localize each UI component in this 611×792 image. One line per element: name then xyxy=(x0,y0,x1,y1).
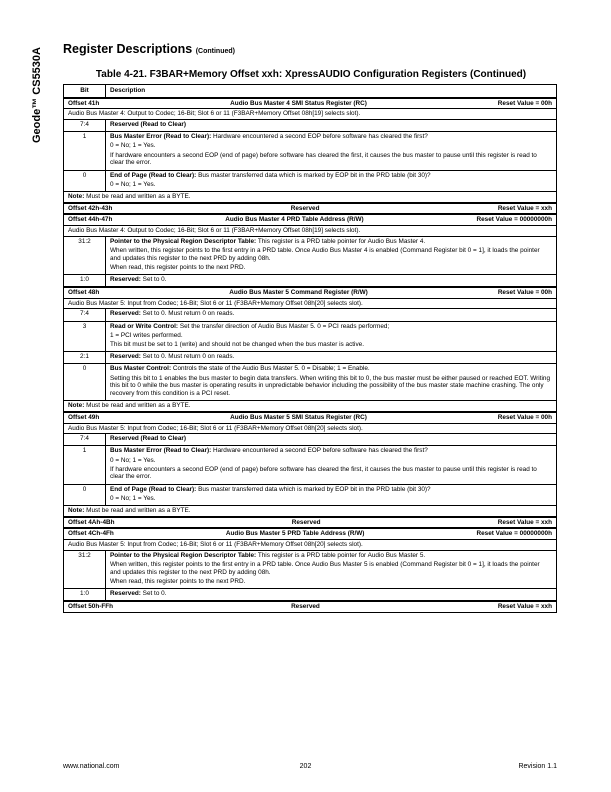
bit-field-row xyxy=(64,550,557,588)
register-name: Audio Bus Master 5 SMI Status Register (RC) xyxy=(230,413,367,421)
bit-detail: If hardware encounters a second EOP (end of page) before software has cleared the first, it causes the bus master to pause until this register is read to clear the error. xyxy=(110,151,537,167)
bit-field-name: Read or Write Control: xyxy=(110,322,179,330)
bit-range: 1 xyxy=(64,132,106,170)
bit-detail: When read, this register points to the next PRD. xyxy=(110,263,246,271)
offset-address: Offset 42h-43h xyxy=(68,204,113,212)
bit-range: 0 xyxy=(64,484,106,505)
bit-field-text: Set the transfer direction of Audio Bus Master 5. 0 = PCI reads performed; xyxy=(178,322,390,330)
reset-value: Reset Value = 00h xyxy=(497,99,552,107)
bit-summary xyxy=(110,486,552,494)
bit-summary xyxy=(110,435,552,443)
bit-field-row xyxy=(64,120,557,132)
bit-field-text: Controls the state of the Audio Bus Master 5. 0 = Disable; 1 = Enable. xyxy=(171,365,370,373)
offset-line xyxy=(68,205,552,213)
bit-description xyxy=(106,132,557,170)
bit-field-name: Reserved: xyxy=(110,275,141,283)
byte-note xyxy=(64,506,557,517)
bit-field-name: Bus Master Error (Read to Clear): xyxy=(110,133,212,141)
bit-field-name: Reserved (Read to Clear) xyxy=(110,121,187,129)
offset-address: Offset 50h-FFh xyxy=(68,603,114,611)
offset-cell xyxy=(64,601,557,612)
bit-summary xyxy=(110,447,552,455)
bit-field-row xyxy=(64,170,557,191)
reset-value: Reset Value = xxh xyxy=(497,518,552,526)
bit-field-text: Bus master transferred data which is marked by EOP bit in the PRD table (bit 30)? xyxy=(196,485,431,493)
register-name: Audio Bus Master 5 PRD Table Address (R/W) xyxy=(225,530,365,538)
bit-detail: 1 = PCI writes performed. xyxy=(110,331,183,339)
bit-description xyxy=(106,309,557,321)
bit-range: 2:1 xyxy=(64,352,106,364)
register-note-row xyxy=(64,109,557,120)
offset-line xyxy=(68,289,552,297)
byte-note-row xyxy=(64,401,557,412)
register-note-row xyxy=(64,298,557,309)
note-text: Must be read and written as a BYTE. xyxy=(84,507,191,514)
bit-summary xyxy=(110,276,552,284)
bit-field-name: Reserved (Read to Clear) xyxy=(110,435,187,443)
register-name: Audio Bus Master 5 Command Register (R/W) xyxy=(229,289,368,297)
bit-detail: 0 = No; 1 = Yes. xyxy=(110,142,156,150)
bit-field-name: Pointer to the Physical Region Descriptor Table: xyxy=(110,551,257,559)
byte-note xyxy=(64,401,557,412)
bit-field-row xyxy=(64,446,557,484)
register-name: Reserved xyxy=(291,603,320,611)
note-label: Note: xyxy=(68,402,85,410)
section-suffix: (Continued) xyxy=(195,48,235,55)
offset-row xyxy=(64,203,557,215)
offset-row xyxy=(64,214,557,225)
bit-field-row xyxy=(64,132,557,170)
bit-field-name: Bus Master Control: xyxy=(110,365,172,373)
bit-field-name: Reserved: xyxy=(110,353,141,361)
offset-row xyxy=(64,287,557,298)
offset-line xyxy=(68,530,552,538)
offset-address: Offset 4Ch-4Fh xyxy=(68,530,114,538)
bit-field-text: Hardware encountered a second EOP before software has cleared the first? xyxy=(211,447,428,455)
byte-note-row xyxy=(64,191,557,202)
offset-cell xyxy=(64,528,557,539)
bit-summary xyxy=(110,365,552,373)
bit-description xyxy=(106,321,557,352)
register-table xyxy=(63,84,557,613)
bit-field-row xyxy=(64,352,557,364)
bit-field-text: Set to 0. Must return 0 on reads. xyxy=(140,353,235,361)
offset-cell xyxy=(64,287,557,298)
bit-description xyxy=(106,550,557,588)
reset-value: Reset Value = 00000000h xyxy=(476,216,552,224)
bit-summary xyxy=(110,353,552,361)
bit-summary xyxy=(110,552,552,560)
bit-range: 1 xyxy=(64,446,106,484)
register-name: Audio Bus Master 4 PRD Table Address (R/W) xyxy=(225,216,364,224)
bit-summary xyxy=(110,590,552,598)
offset-line xyxy=(68,603,552,611)
footer-revision: Revision 1.1 xyxy=(518,763,557,770)
bit-field-name: Bus Master Error (Read to Clear): xyxy=(110,447,212,455)
footer-url: www.national.com xyxy=(63,763,120,770)
bit-field-row xyxy=(64,321,557,352)
note-label: Note: xyxy=(68,192,85,200)
bit-range: 1:0 xyxy=(64,274,106,287)
bit-range: 7:4 xyxy=(64,120,106,132)
bit-field-text: Bus master transferred data which is marked by EOP bit in the PRD table (bit 30)? xyxy=(196,171,431,179)
bit-range: 31:2 xyxy=(64,550,106,588)
register-note-row xyxy=(64,423,557,434)
bit-field-text: Set to 0. xyxy=(140,275,167,283)
bit-description xyxy=(106,446,557,484)
bit-summary xyxy=(110,133,552,141)
offset-cell xyxy=(64,203,557,215)
bit-range: 0 xyxy=(64,364,106,401)
byte-note xyxy=(64,191,557,202)
reset-value: Reset Value = 00h xyxy=(497,413,552,421)
bit-field-text: Set to 0. xyxy=(140,590,167,597)
bit-summary xyxy=(110,172,552,180)
page-number: 202 xyxy=(299,763,312,770)
bit-description xyxy=(106,170,557,191)
bit-field-name: Pointer to the Physical Region Descriptor Table: xyxy=(110,237,257,245)
offset-cell xyxy=(64,214,557,225)
header-bit: Bit xyxy=(64,85,106,98)
reset-value: Reset Value = xxh xyxy=(497,204,552,212)
bit-field-row xyxy=(64,434,557,446)
bit-description xyxy=(106,364,557,401)
bit-detail: Setting this bit to 1 enables the bus master to begin data transfers. When writing this bit to 0, the bus master must be either paused or reached EOT. Writing this bit to 0 while the bus master is operating results in unpredictable behavior including the possibility of the bus master state machine crashing. The only recovery from this condition is a PCI reset. xyxy=(110,374,550,397)
bit-description xyxy=(106,484,557,505)
bit-field-row xyxy=(64,309,557,321)
register-name: Reserved xyxy=(291,518,321,526)
bit-field-row xyxy=(64,484,557,505)
reset-value: Reset Value = xxh xyxy=(497,603,552,611)
offset-address: Offset 44h-47h xyxy=(68,216,113,224)
offset-cell xyxy=(64,98,557,109)
offset-line xyxy=(68,100,552,108)
note-label: Note: xyxy=(68,507,85,514)
bit-detail: When written, this register points to the first entry in a PRD table. Once Audio Bus Master 4 is enabled (Command Register bit 0 = 1], it loads the pointer and updates this register to the next PRD by adding 08h. xyxy=(110,246,540,262)
table-caption: Table 4-21. F3BAR+Memory Offset xxh: XpressAUDIO Configuration Registers (Continued) xyxy=(95,69,527,80)
bit-summary xyxy=(110,238,552,246)
bit-detail: 0 = No; 1 = Yes. xyxy=(110,456,156,464)
bit-field-name: Reserved: xyxy=(110,310,141,318)
bit-field-text: Set to 0. Must return 0 on reads. xyxy=(140,310,235,318)
offset-row xyxy=(64,601,557,612)
bit-summary xyxy=(110,310,552,318)
bit-range: 31:2 xyxy=(64,236,106,274)
bit-range: 7:4 xyxy=(64,434,106,446)
register-note-row xyxy=(64,540,557,551)
bit-description xyxy=(106,274,557,287)
bit-range: 3 xyxy=(64,321,106,352)
bit-field-row xyxy=(64,364,557,401)
offset-line xyxy=(68,414,552,422)
bit-field-row xyxy=(64,589,557,602)
offset-row xyxy=(64,528,557,539)
reset-value: Reset Value = 00h xyxy=(497,289,552,297)
register-note: Audio Bus Master 4: Output to Codec; 16-Bit; Slot 6 or 11 (F3BAR+Memory Offset 08h[19] selects slot). xyxy=(64,109,557,120)
offset-row xyxy=(64,412,557,423)
bit-field-text: Hardware encountered a second EOP before software has cleared the first? xyxy=(211,133,428,141)
bit-description xyxy=(106,236,557,274)
bit-field-row xyxy=(64,236,557,274)
bit-detail: If hardware encounters a second EOP (end of page) before software has cleared the first, it causes the bus master to pause until this register is read to clear the error. xyxy=(110,465,537,481)
reset-value: Reset Value = 00000000h xyxy=(476,530,552,538)
note-text: Must be read and written as a BYTE. xyxy=(84,402,191,410)
bit-field-name: End of Page (Read to Clear): xyxy=(110,485,197,493)
offset-line xyxy=(68,216,552,224)
offset-cell xyxy=(64,517,557,529)
bit-field-text: This register is a PRD table pointer for Audio Bus Master 5. xyxy=(256,551,426,559)
bit-detail: When written, this register points to the first entry in a PRD table. Once Audio Bus Master 5 is enabled (Command Register bit 0 = 1], it loads the pointer and updates this register to the next PRD by adding 08h. xyxy=(110,560,540,576)
bit-range: 7:4 xyxy=(64,309,106,321)
offset-row xyxy=(64,98,557,109)
note-text: Must be read and written as a BYTE. xyxy=(84,192,191,200)
offset-line xyxy=(68,519,552,527)
bit-description xyxy=(106,352,557,364)
bit-detail: This bit must be set to 1 (write) and should not be changed when the bus master is active. xyxy=(110,341,364,348)
section-title: Register Descriptions xyxy=(63,42,193,56)
byte-note-row xyxy=(64,506,557,517)
side-product-name: Geode™ CS5530A xyxy=(31,47,43,143)
page-title xyxy=(63,42,235,56)
offset-cell xyxy=(64,412,557,423)
bit-detail: 0 = No; 1 = Yes. xyxy=(110,180,156,188)
bit-field-text: This register is a PRD table pointer for Audio Bus Master 4. xyxy=(256,237,426,245)
register-note: Audio Bus Master 5: Input from Codec; 16-Bit; Slot 6 or 11 (F3BAR+Memory Offset 08h[20] selects slot). xyxy=(64,298,557,309)
offset-address: Offset 4Ah-4Bh xyxy=(68,518,115,526)
register-note-row xyxy=(64,225,557,236)
offset-address: Offset 41h xyxy=(68,99,100,107)
offset-address: Offset 48h xyxy=(68,289,100,297)
table-header-row xyxy=(64,85,557,98)
bit-range: 0 xyxy=(64,170,106,191)
register-note: Audio Bus Master 5: Input from Codec; 16-Bit; Slot 6 or 11 (F3BAR+Memory Offset 08h[20] selects slot). xyxy=(64,423,557,434)
bit-field-name: End of Page (Read to Clear): xyxy=(110,171,197,179)
bit-summary xyxy=(110,121,552,129)
bit-description xyxy=(106,589,557,602)
bit-field-row xyxy=(64,274,557,287)
bit-field-name: Reserved: xyxy=(110,590,141,597)
bit-summary xyxy=(110,323,552,331)
bit-detail: When read, this register points to the next PRD. xyxy=(110,577,246,585)
bit-description xyxy=(106,434,557,446)
bit-range: 1:0 xyxy=(64,589,106,602)
bit-detail: 0 = No; 1 = Yes. xyxy=(110,494,156,502)
register-name: Reserved xyxy=(290,204,320,212)
offset-address: Offset 49h xyxy=(68,413,100,421)
bit-description xyxy=(106,120,557,132)
header-description: Description xyxy=(106,85,557,98)
register-name: Audio Bus Master 4 SMI Status Register (RC) xyxy=(230,99,367,107)
register-note: Audio Bus Master 5: Input from Codec; 16-Bit; Slot 6 or 11 (F3BAR+Memory Offset 08h[20] selects slot). xyxy=(64,540,557,551)
offset-row xyxy=(64,517,557,529)
register-note: Audio Bus Master 4: Output to Codec; 16-Bit; Slot 6 or 11 (F3BAR+Memory Offset 08h[19] selects slot). xyxy=(64,225,557,236)
